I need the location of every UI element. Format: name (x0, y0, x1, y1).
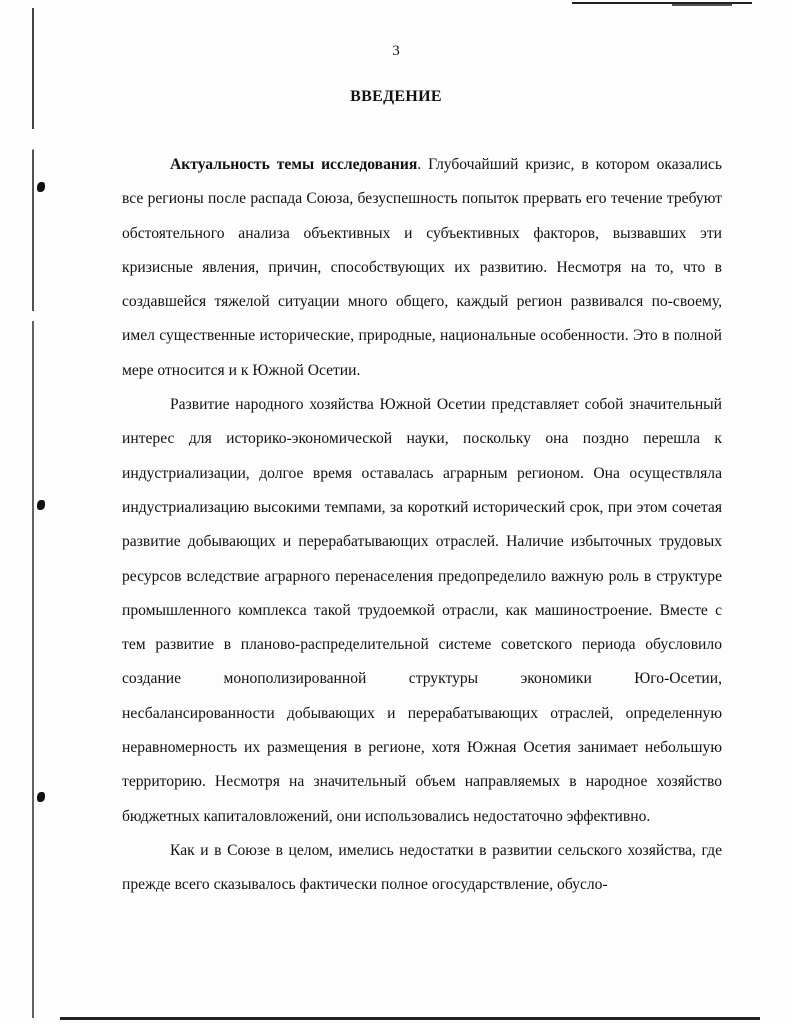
paragraph-lead: Актуальность темы исследования (170, 156, 418, 173)
scan-artifact-bottom (60, 1017, 760, 1020)
paragraph-text: . Глубочайший кризис, в котором оказались все регионы после распада Союза, безуспешность попыток прервать его течение требуют обстоятельного анализа объективных и субъективных факторов, вызвавших эти кризисные явления, причин, способствующих их развитию. Несмотря на то, что в создавшейся тяжелой ситуации много общего, каждый регион развивался по-своему, имел существенные исторические, природные, национальные особенности. Это в полной мере относится и к Южной Осетии. (122, 156, 723, 379)
binding-hole-mark (37, 182, 45, 192)
scan-edge-line (32, 8, 34, 1018)
binding-hole-mark (37, 500, 45, 510)
scan-artifact-top-2 (672, 4, 732, 6)
body-text (122, 148, 722, 903)
page-number: 3 (392, 43, 400, 59)
page-title: ВВЕДЕНИЕ (350, 88, 442, 105)
binding-hole-mark (37, 792, 45, 802)
paragraph: Развитие народного хозяйства Южной Осетии представляет собой значительный интерес для историко-экономической науки, поскольку она поздно перешла к индустриализации, долгое время оставалась аграрным регионом. Она осуществляла индустриализацию высокими темпами, за короткий исторический срок, при этом сочетая развитие добывающих и перерабатывающих отраслей. Наличие избыточных трудовых ресурсов вследствие аграрного перенаселения предопределило важную роль в структуре промышленного комплекса такой трудоемкой отрасли, как машиностроение. Вместе с тем развитие в планово-распределительной системе советского периода обусловило создание монополизированной структуры экономики Юго-Осетии, несбалансированности добывающих и перерабатывающих отраслей, определенную неравномерность их размещения в регионе, хотя Южная Осетия занимает небольшую территорию. Несмотря на значительный объем направляемых в народное хозяйство бюджетных капиталовложений, они использовались недостаточно эффективно. (122, 396, 722, 825)
paragraph (122, 148, 722, 388)
paragraph: Как и в Союзе в целом, имелись недостатки в развитии сельского хозяйства, где прежде всего сказывалось фактически полное огосударствление, обусло- (122, 841, 722, 894)
